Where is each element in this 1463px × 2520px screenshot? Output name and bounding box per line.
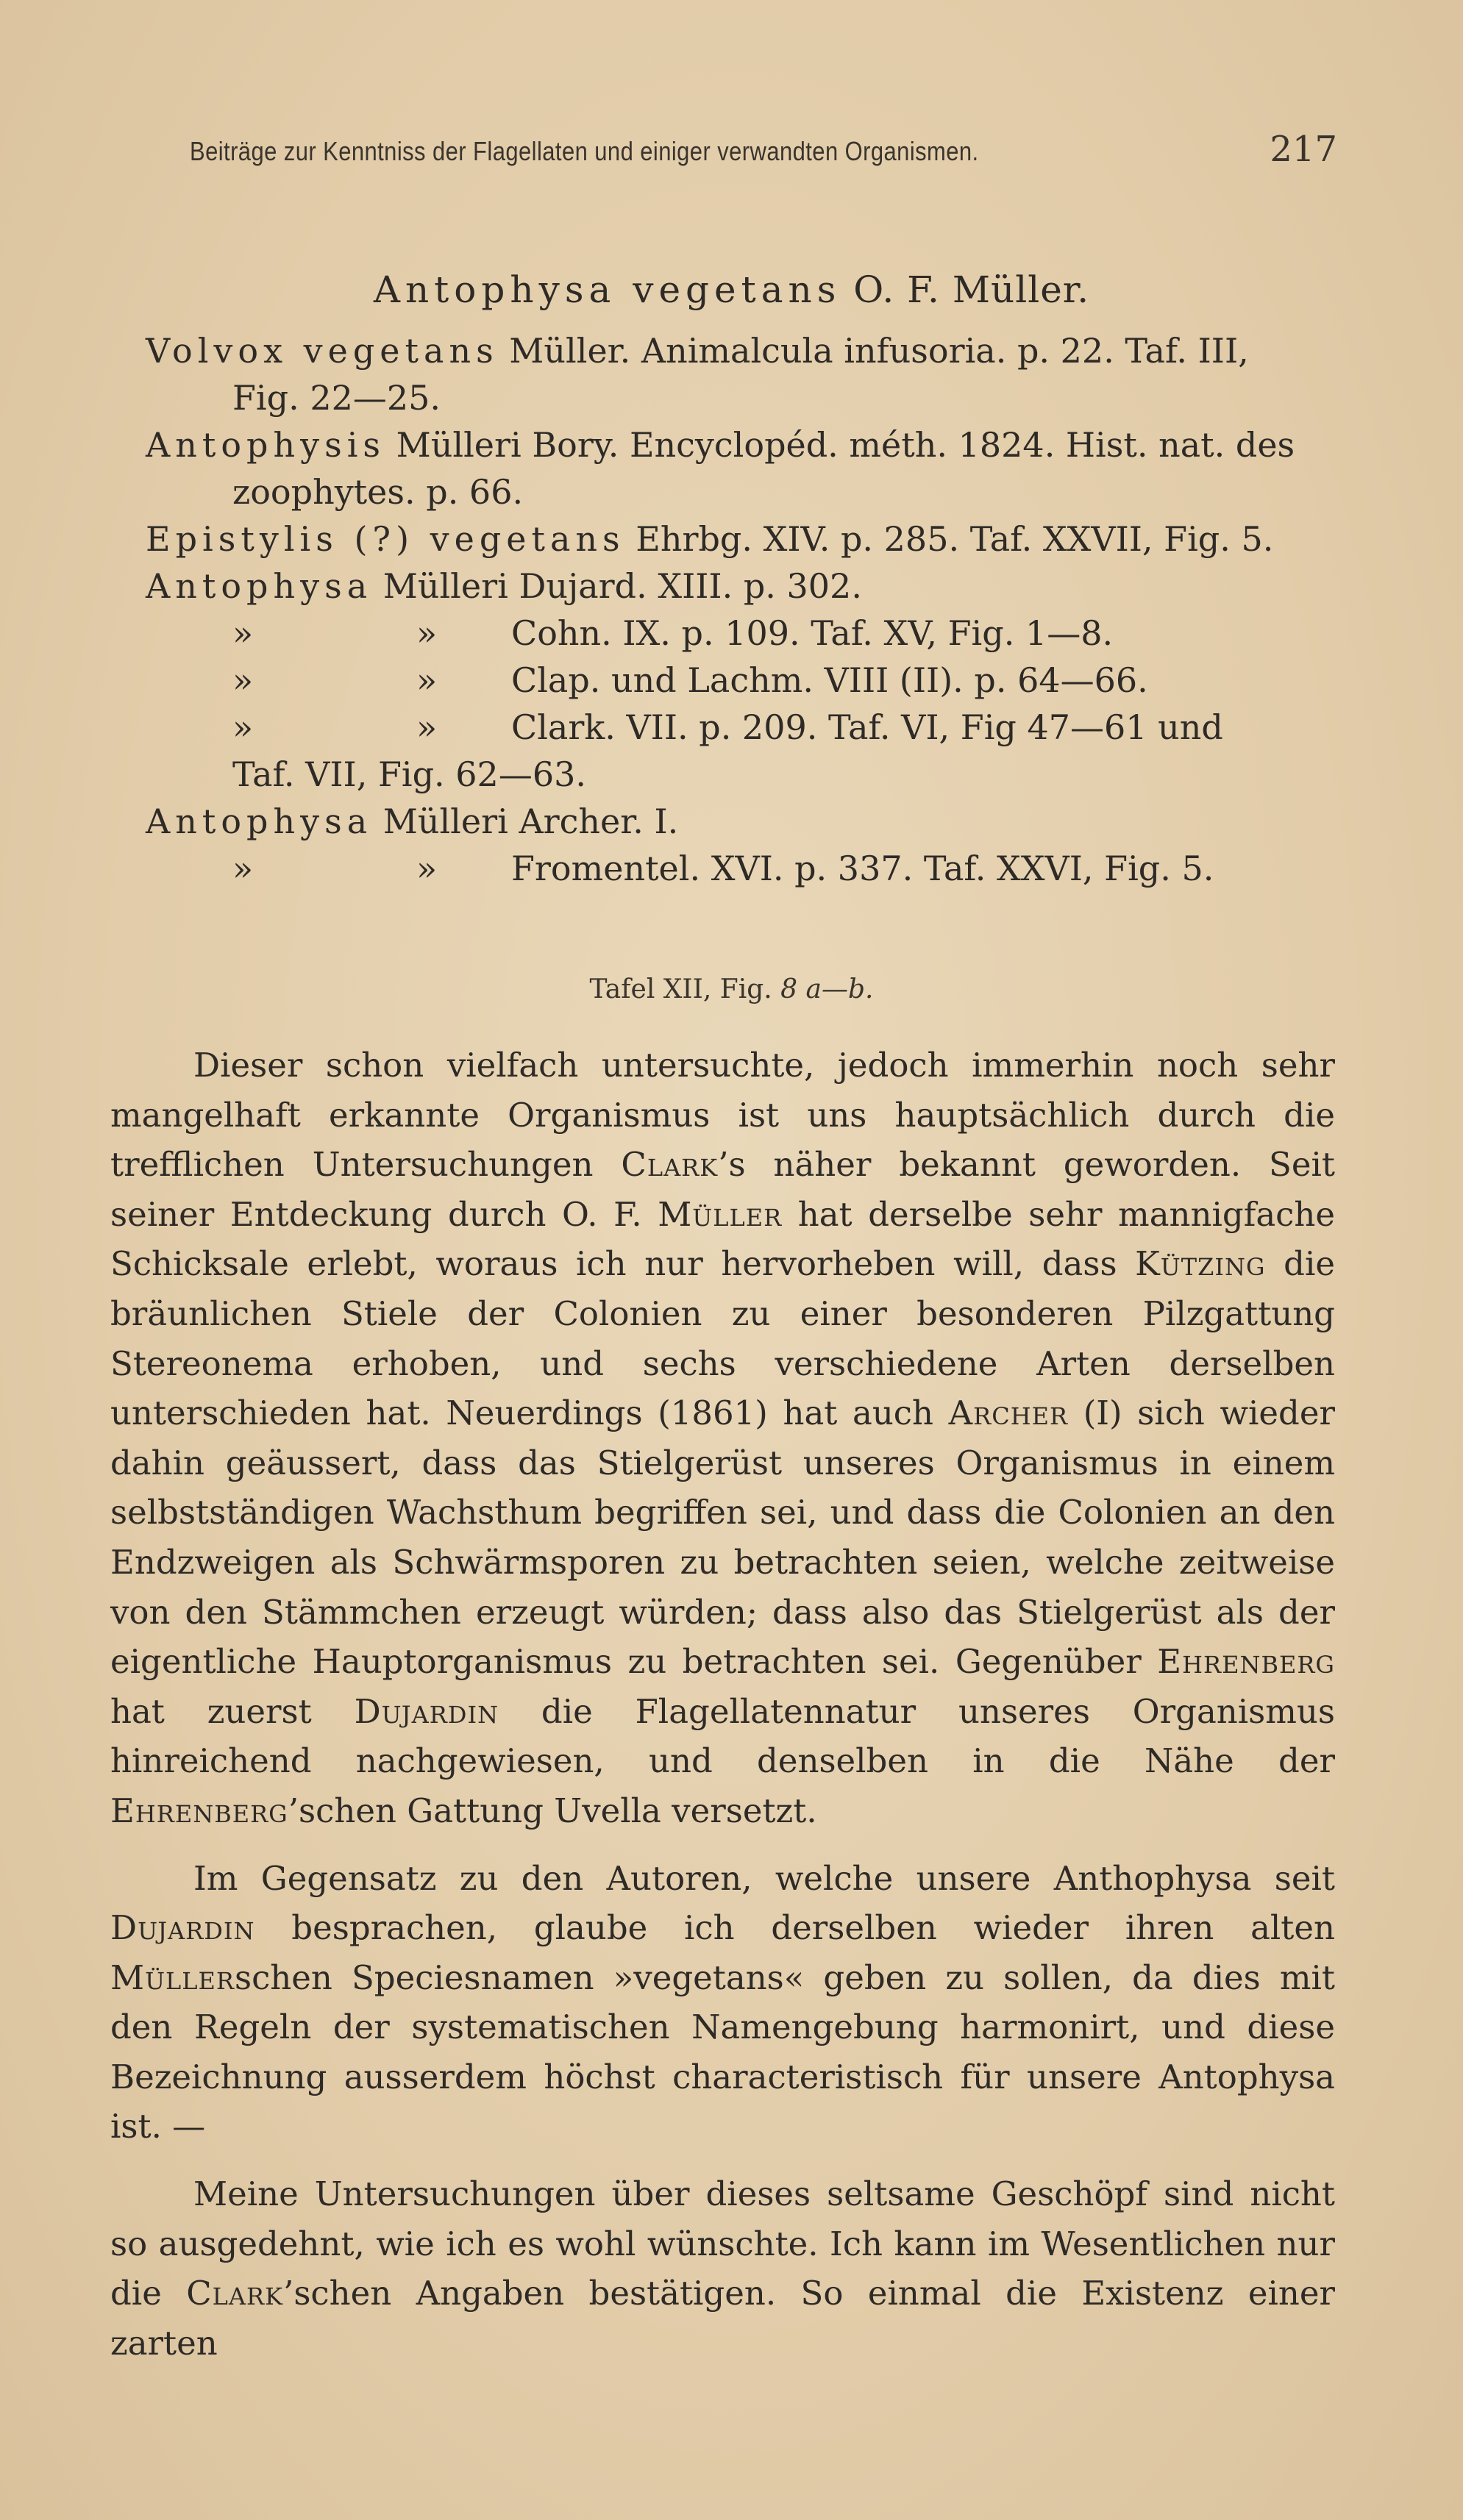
synonymy-citation: Mülleri Archer. I. — [372, 802, 679, 841]
synonymy-citation: Clap. und Lachm. VIII (II). p. 64—66. — [511, 660, 1148, 700]
species-name: Antophysa vegetans — [373, 268, 841, 311]
text-run: ’schen Angaben bestätigen. So einmal die Existenz einer zarten — [110, 2274, 1335, 2363]
ditto-mark: » — [416, 660, 438, 700]
synonymy-entry — [146, 421, 1337, 468]
synonymy-entry — [146, 751, 1337, 798]
plate-label: Tafel XII, Fig. — [589, 974, 781, 1004]
body-text — [110, 1041, 1335, 2385]
synonymy-list — [146, 327, 1337, 892]
text-run: Meine Untersuchungen über dieses seltsame Geschöpf sind nicht so ausgedehnt, wie ich es wohl wünschte. Ich kann im Wesentlichen nur die — [110, 2174, 1335, 2313]
paragraph — [110, 1041, 1335, 1836]
synonymy-entry — [146, 515, 1337, 563]
author-name: Clark — [186, 2274, 284, 2313]
taxon-name: Epistylis (?) vegetans — [146, 519, 625, 559]
synonymy-entry — [146, 563, 1337, 610]
text-run: Im Gegensatz zu den Autoren, welche unsere Anthophysa seit — [193, 1858, 1335, 1898]
ditto-mark: » — [416, 613, 438, 653]
species-authority: O. F. Müller. — [841, 268, 1090, 311]
ditto-mark: » — [232, 849, 254, 888]
author-name: Archer — [948, 1393, 1069, 1433]
author-name: Ehrenberg — [110, 1791, 288, 1830]
text-run: die Flagellatennatur unseres Organismus hinreichend nachgewiesen, und denselben in die Nähe der — [110, 1691, 1335, 1781]
text-run: schen Speciesnamen »vegetans« geben zu sollen, da dies mit den Regeln der systematischen Namengebung harmonirt, und diese Bezeichnung ausserdem höchst characteristisch für unsere Antophysa ist. — — [110, 1957, 1335, 2146]
author-name: Ehrenberg — [1157, 1642, 1335, 1682]
plate-figure: 8 a—b. — [780, 974, 874, 1004]
running-head — [190, 129, 1337, 173]
synonymy-citation: Cohn. IX. p. 109. Taf. XV, Fig. 1—8. — [511, 613, 1114, 653]
taxon-name: Antophysa — [146, 566, 373, 606]
running-title: Beiträge zur Kenntniss der Flagellaten und einiger verwandten Organismen. — [190, 136, 979, 166]
synonymy-citation: Clark. VII. p. 209. Taf. VI, Fig 47—61 und — [511, 707, 1223, 747]
author-name: Müller — [658, 1194, 783, 1234]
synonymy-citation: zoophytes. p. 66. — [232, 472, 524, 512]
text-run: besprachen, glaube ich derselben wieder ihren alten — [254, 1908, 1335, 1948]
synonymy-entry — [146, 468, 1337, 515]
synonymy-citation: Fromentel. XVI. p. 337. Taf. XXVI, Fig. 5. — [511, 849, 1214, 888]
synonymy-entry — [146, 374, 1337, 421]
author-name: Müller — [110, 1957, 235, 1997]
synonymy-citation: Taf. VII, Fig. 62—63. — [232, 754, 586, 794]
synonymy-citation: Ehrbg. XIV. p. 285. Taf. XXVII, Fig. 5. — [624, 519, 1274, 559]
synonymy-entry — [146, 704, 1337, 751]
ditto-mark: » — [416, 849, 438, 888]
synonymy-entry — [146, 845, 1337, 892]
author-name: Dujardin — [110, 1908, 255, 1948]
ditto-mark: » — [232, 613, 254, 653]
paragraph — [110, 2169, 1335, 2368]
ditto-mark: » — [232, 707, 254, 747]
synonymy-entry — [146, 327, 1337, 374]
text-run: (I) sich wieder dahin geäussert, dass das Stielgerüst unseres Organismus in einem selbstständigen Wachsthum begriffen sei, und dass die Colonien an den Endzweigen als Schwärmsporen zu betrachten seien, welche zeitweise von den Stämmchen erzeugt würden; dass also das Stielgerüst als der eigentliche Hauptorganismus zu betrachten sei. Gegenüber — [110, 1393, 1335, 1682]
taxon-name: Antophysis — [146, 425, 386, 465]
synonymy-citation: Mülleri Dujard. XIII. p. 302. — [372, 566, 862, 606]
text-run: hat derselbe sehr mannigfache Schicksale erlebt, woraus ich nur hervorheben will, dass — [110, 1194, 1335, 1284]
author-name: Kützing — [1135, 1244, 1266, 1284]
taxon-name: Volvox vegetans — [146, 331, 499, 371]
synonymy-entry — [146, 610, 1337, 657]
page-number: 217 — [1270, 129, 1337, 170]
synonymy-entry — [146, 798, 1337, 845]
author-name: Clark — [621, 1145, 719, 1185]
text-run: Dieser schon vielfach untersuchte, jedoch immerhin noch sehr mangelhaft erkannte Organismus ist uns hauptsächlich durch die trefflichen Untersuchungen — [110, 1046, 1335, 1185]
synonymy-entry — [146, 657, 1337, 704]
synonymy-citation: Mülleri Bory. Encyclopéd. méth. 1824. Hist. nat. des — [385, 425, 1295, 465]
paragraph — [110, 1854, 1335, 2152]
synonymy-citation: Fig. 22—25. — [232, 378, 441, 418]
taxon-name: Antophysa — [146, 802, 373, 841]
ditto-mark: » — [416, 707, 438, 747]
plate-reference — [0, 974, 1463, 1004]
text-run: ’s näher bekannt geworden. Seit seiner Entdeckung durch O. F. — [110, 1145, 1335, 1234]
author-name: Dujardin — [354, 1691, 499, 1731]
synonymy-citation: Müller. Animalcula infusoria. p. 22. Taf. III, — [498, 331, 1249, 371]
text-run: hat zuerst — [110, 1691, 355, 1731]
species-heading — [0, 268, 1463, 311]
text-run: die bräunlichen Stiele der Colonien zu einer besonderen Pilzgattung Stereonema erhoben, und sechs verschiedene Arten derselben unterschieden hat. Neuerdings (1861) hat auch — [110, 1244, 1335, 1433]
text-run: ’schen Gattung Uvella versetzt. — [288, 1791, 817, 1830]
ditto-mark: » — [232, 660, 254, 700]
